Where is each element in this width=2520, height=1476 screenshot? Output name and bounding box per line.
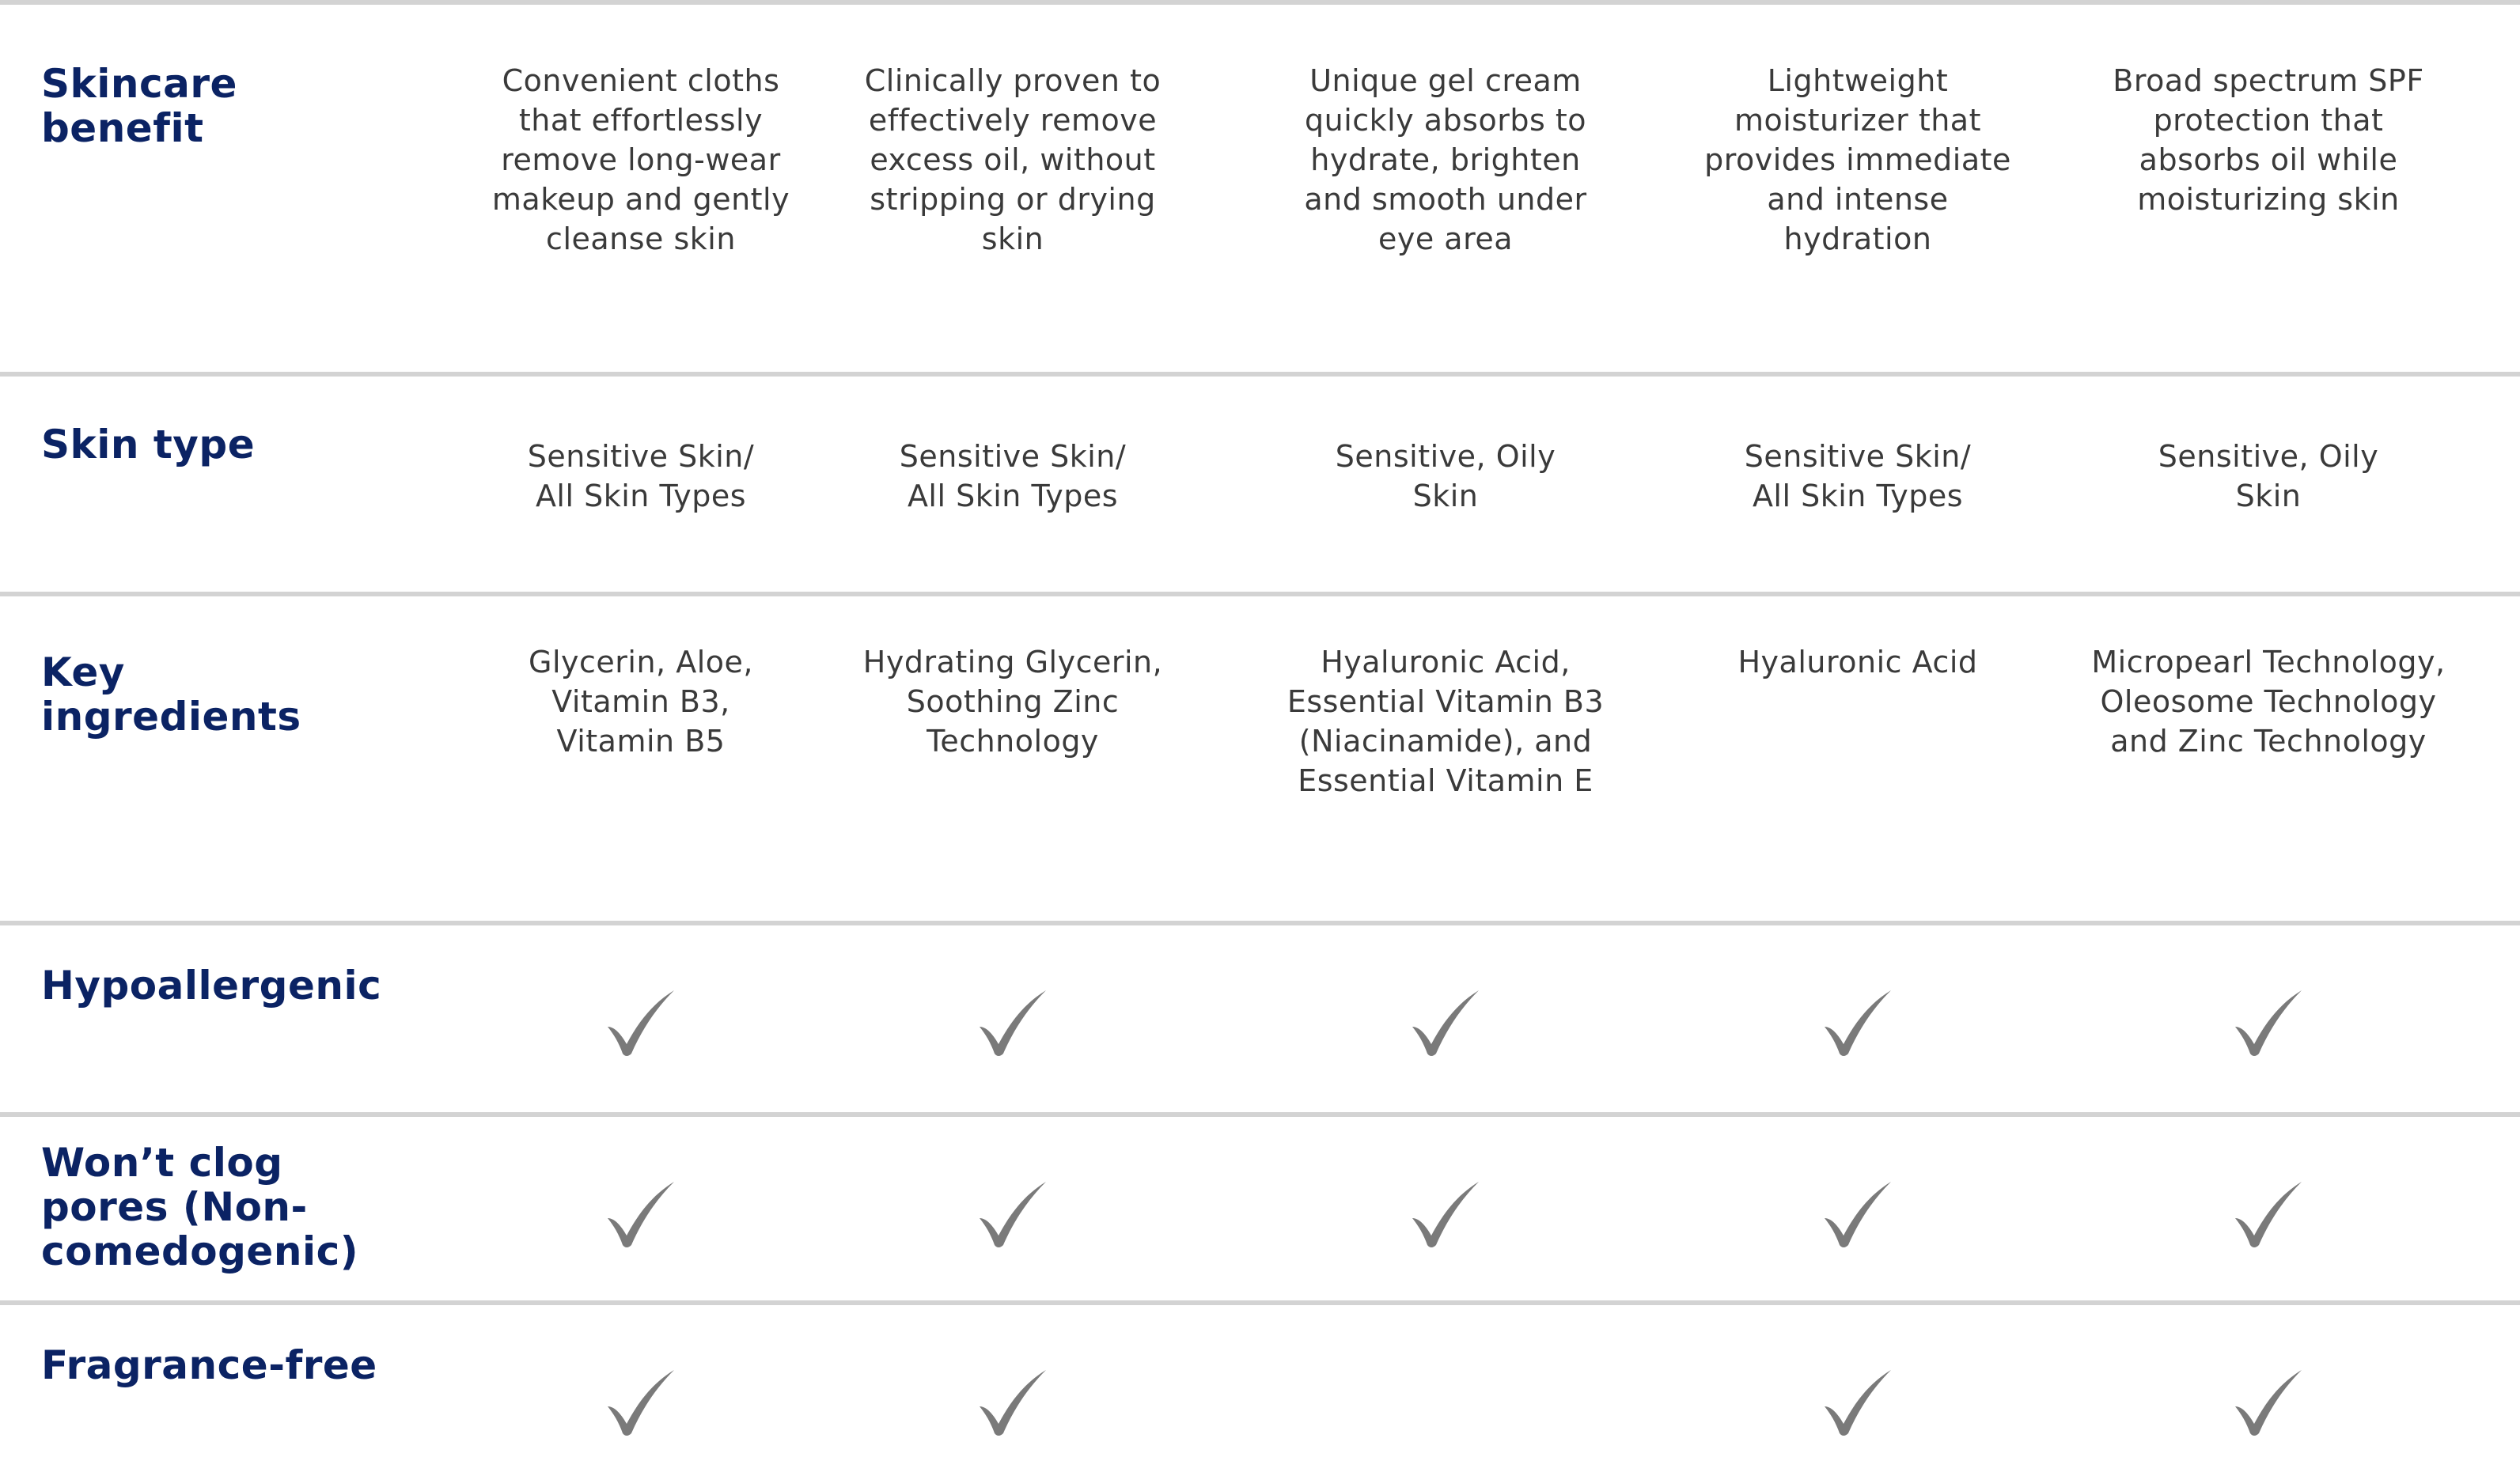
benefit-cell-1: Convenient cloths that effortlessly remove long-wear makeup and gently cleanse skin	[491, 63, 790, 256]
row-label-key-ingredients: Key ingredients	[41, 649, 301, 740]
checkmark-icon	[2229, 1361, 2308, 1440]
row-label-fragrance-free: Fragrance-free	[41, 1342, 377, 1388]
benefit-cell-2: Clinically proven to effectively remove excess oil, without stripping or drying skin	[864, 63, 1161, 256]
ingredients-cell-5: Micropearl Technology, Oleosome Technology and Zinc Technology	[2091, 645, 2446, 759]
row-non-comedogenic	[0, 1117, 2520, 1304]
checkmark-icon	[1406, 1172, 1485, 1251]
row-hypoallergenic	[0, 925, 2520, 1115]
checkmark-icon	[601, 1172, 680, 1251]
row-skincare-benefit	[0, 0, 2520, 372]
row-label-non-comedogenic: Won’t clog pores (Non-comedogenic)	[41, 1140, 359, 1274]
checkmark-icon	[601, 981, 680, 1060]
checkmark-icon	[973, 1172, 1052, 1251]
benefit-cell-3: Unique gel cream quickly absorbs to hydrate, brighten and smooth under eye area	[1304, 63, 1587, 256]
checkmark-icon	[2229, 1172, 2308, 1251]
row-label-skincare-benefit: Skincare benefit	[41, 61, 237, 151]
ingredients-cell-4: Hyaluronic Acid	[1737, 645, 1978, 679]
skin-type-cell-5: Sensitive, Oily Skin	[2158, 439, 2379, 513]
row-label-hypoallergenic: Hypoallergenic	[41, 963, 382, 1009]
benefit-cell-4: Lightweight moisturizer that provides immediate and intense hydration	[1704, 63, 2011, 256]
checkmark-icon	[601, 1361, 680, 1440]
skin-type-cell-1: Sensitive Skin/ All Skin Types	[527, 439, 755, 513]
checkmark-icon	[973, 981, 1052, 1060]
checkmark-icon	[2229, 981, 2308, 1060]
ingredients-cell-1: Glycerin, Aloe, Vitamin B3, Vitamin B5	[529, 645, 753, 759]
checkmark-icon	[973, 1361, 1052, 1440]
row-fragrance-free	[0, 1305, 2520, 1476]
row-skin-type	[0, 377, 2520, 593]
checkmark-icon	[1406, 981, 1485, 1060]
checkmark-icon	[1818, 1361, 1897, 1440]
benefit-cell-5: Broad spectrum SPF protection that absorbs oil while moisturizing skin	[2113, 63, 2424, 217]
row-key-ingredients	[0, 596, 2520, 922]
checkmark-icon	[1818, 1172, 1897, 1251]
skin-type-cell-4: Sensitive Skin/ All Skin Types	[1744, 439, 1972, 513]
row-label-skin-type: Skin type	[41, 422, 256, 467]
checkmark-icon	[1818, 981, 1897, 1060]
skin-type-cell-2: Sensitive Skin/ All Skin Types	[899, 439, 1127, 513]
ingredients-cell-3: Hyaluronic Acid, Essential Vitamin B3 (Niacinamide), and Essential Vitamin E	[1287, 645, 1605, 798]
ingredients-cell-2: Hydrating Glycerin, Soothing Zinc Technology	[862, 645, 1163, 759]
skin-type-cell-3: Sensitive, Oily Skin	[1335, 439, 1556, 513]
